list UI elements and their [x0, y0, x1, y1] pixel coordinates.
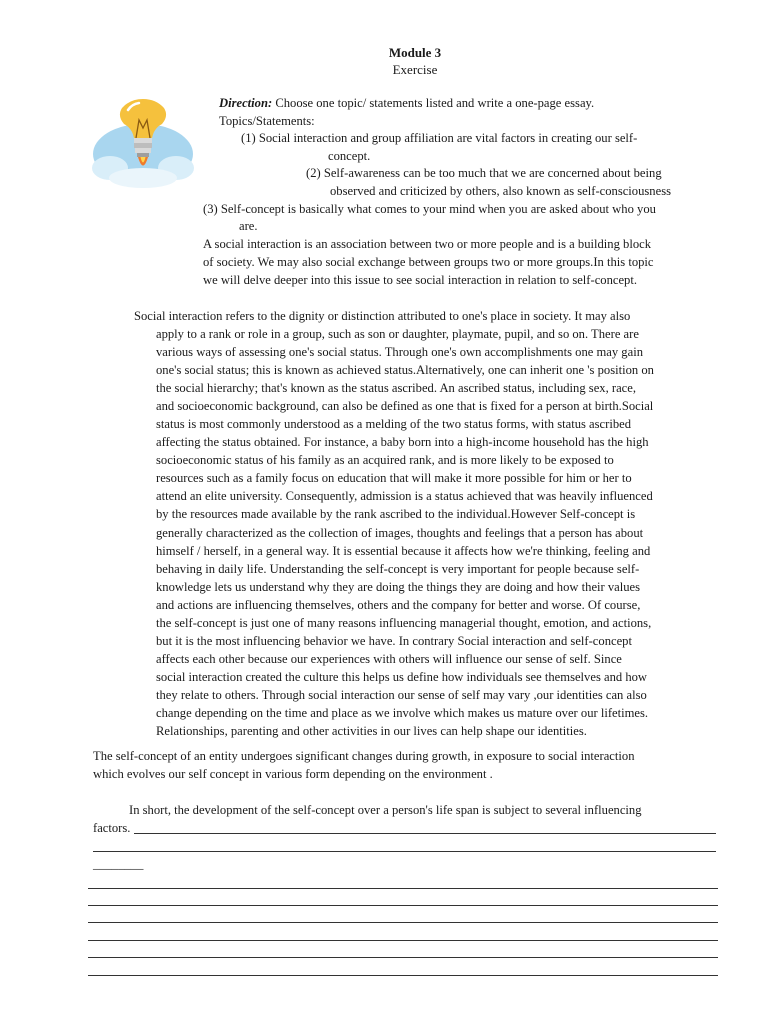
essay-line: knowledge lets us understand why they are doing the things they are doing and how their values	[156, 579, 641, 594]
answer-line[interactable]	[88, 940, 718, 941]
topic-2-line-1: (2) Self-awareness can be too much that we are concerned about being	[306, 166, 662, 180]
conclusion-line: which evolves our self concept in various form depending on the environment .	[93, 767, 493, 781]
essay-line: Relationships, parenting and other activities in our lives can help shape our identities.	[156, 724, 587, 739]
summary-line-start: factors.	[93, 821, 131, 835]
topic-3-line-1: (3) Self-concept is basically what comes to your mind when you are asked about who you	[203, 202, 656, 216]
topic-2-line-2: observed and criticized by others, also known as self-consciousness	[330, 184, 671, 198]
answer-line[interactable]	[88, 922, 718, 923]
essay-line: change depending on the time and place as we involve which makes us mature over our lifetimes.	[156, 705, 649, 720]
essay-line: generally characterized as the collection of images, thoughts and feelings that a person has about	[156, 525, 644, 540]
essay-line: social interaction created the culture this helps us define how individuals see themselves and how	[156, 669, 648, 684]
answer-blank[interactable]	[134, 833, 716, 834]
conclusion-line: The self-concept of an entity undergoes significant changes during growth, in exposure to social interaction	[93, 749, 635, 763]
essay-first-line: Social interaction refers to the dignity or distinction attributed to one's place in society. It may also	[134, 309, 631, 323]
essay-line: resources such as a family focus on education that will make it more possible for him or her to	[156, 471, 632, 486]
intro-line: of society. We may also social exchange between groups two or more groups.In this topic	[203, 255, 654, 269]
essay-line: but it is the most influencing behavior we have. In contrary Social interaction and self-concept	[156, 633, 632, 648]
direction-line	[219, 95, 594, 112]
answer-blank[interactable]	[93, 851, 716, 852]
module-title: Module 3	[388, 45, 442, 60]
essay-line: the social hierarchy; that's known as the status ascribed. An ascribed status, including sex, race,	[156, 381, 636, 396]
summary-line: In short, the development of the self-concept over a person's life span is subject to several influencing	[129, 803, 642, 817]
essay-line: and socioeconomic background, can also be defined as one that is fixed for a person at birth.Social	[156, 399, 654, 414]
essay-line: and actions are influencing themselves, others and the company for better and worse. Of course,	[156, 597, 641, 612]
topics-heading: Topics/Statements:	[219, 114, 315, 128]
topic-3-line-2: are.	[239, 219, 258, 233]
direction-label: Direction:	[219, 96, 273, 110]
exercise-label: Exercise	[392, 62, 438, 77]
essay-line: socioeconomic status of his family as an acquired rank, and is more likely to be exposed to	[156, 453, 614, 468]
essay-line: the self-concept is just one of many reasons influencing managerial thought, emotion, and actions,	[156, 615, 652, 630]
essay-line: by the resources made available by the rank ascribed to the individual.However Self-concept is	[156, 507, 636, 522]
essay-body	[156, 325, 654, 740]
answer-line[interactable]	[88, 957, 718, 958]
essay-line: they relate to others. Through social interaction our sense of self may vary ,our identities can also	[156, 687, 647, 702]
essay-line: various ways of assessing one's social status. Through one's own accomplishments one may gain	[156, 345, 643, 360]
intro-line: we will delve deeper into this issue to see social interaction in relation to self-concept.	[203, 273, 637, 287]
intro-line: A social interaction is an association between two or more people and is a building block	[203, 237, 652, 251]
essay-line: attend an elite university. Consequently, admission is a status achieved that was heavily influenced	[156, 489, 653, 504]
answer-line[interactable]	[88, 975, 718, 976]
essay-line: apply to a rank or role in a group, such as son or daughter, playmate, pupil, and so on. There are	[156, 327, 639, 341]
essay-line: status is most commonly understood as a melding of the two status forms, with status ascribed	[156, 417, 632, 432]
answer-line[interactable]	[88, 905, 718, 906]
essay-line: affecting the status obtained. For instance, a baby born into a high-income household has the high	[156, 435, 649, 450]
summary-line-end: ________	[93, 857, 144, 871]
topic-1-line-2: concept.	[328, 149, 371, 163]
essay-line: behaving in daily life. Understanding the self-concept is very important for people because self-	[156, 561, 640, 576]
essay-line: one's social status; this is known as achieved status.Alternatively, one can inherit one 's position on	[156, 363, 654, 378]
direction-text: Choose one topic/ statements listed and write a one-page essay.	[272, 96, 595, 110]
lightbulb-icon	[92, 98, 194, 190]
essay-line: himself / herself, in a general way. It is essential because it affects how we're thinking, feeling and	[156, 543, 651, 558]
answer-line[interactable]	[88, 888, 718, 889]
topic-1-line-1: (1) Social interaction and group affiliation are vital factors in creating our self-	[241, 131, 638, 145]
essay-line: affects each other because our experiences with others will influence our sense of self. Since	[156, 651, 622, 666]
